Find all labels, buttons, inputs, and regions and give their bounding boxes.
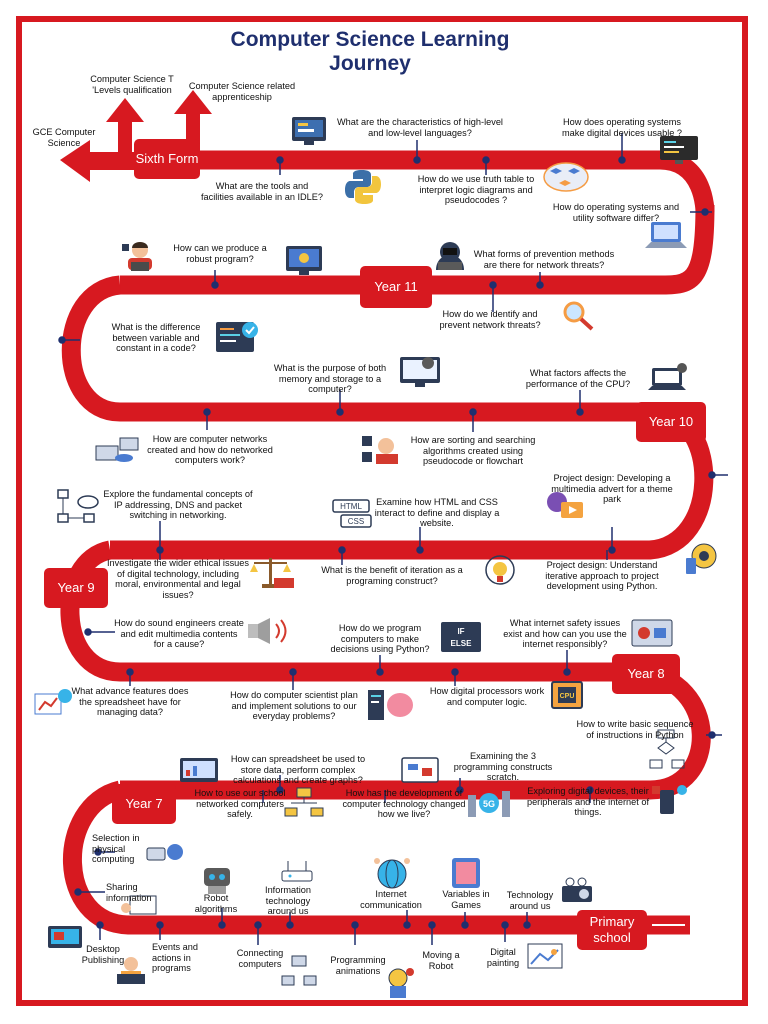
topic-connecting-computers: Connecting computers: [236, 948, 284, 969]
security-monitor-icon: [632, 620, 672, 646]
topic-robot-algorithms: Robot algorithms: [194, 893, 238, 914]
topic-spreadsheet-advanced: What advance features does the spreadsheet have for managing data?: [71, 686, 189, 717]
topic-language-levels: What are the characteristics of high-level and low-level languages?: [337, 117, 503, 138]
brain-code-icon: [368, 690, 413, 720]
topic-programming-animations: Programming animations: [330, 955, 386, 976]
topic-ip-dns: Explore the fundamental concepts of IP addressing, DNS and packet switching in networking.: [103, 489, 253, 520]
if-else-icon: [441, 622, 481, 652]
topic-html-css: Examine how HTML and CSS interact to define and display a website.: [374, 497, 500, 528]
topic-events-actions: Events and actions in programs: [152, 942, 198, 973]
speaker-icon: [248, 618, 286, 644]
html-css-icon: [333, 500, 371, 527]
lightbulb-loop-icon: [486, 556, 514, 584]
topic-desktop-publishing: Desktop Publishing: [81, 944, 125, 965]
topic-sorting-searching: How are sorting and searching algorithms created using pseudocode or flowchart: [410, 435, 536, 466]
topic-sound-engineering: How do sound engineers create and edit multimedia contents for a cause?: [114, 618, 244, 649]
laptop-gear-icon: [648, 363, 687, 390]
topic-moving-robot: Moving a Robot: [422, 950, 460, 971]
magnifier-icon: [565, 303, 592, 329]
topic-sharing-information: Sharing information: [106, 882, 152, 903]
stage-badge-year-8: Year 8: [612, 654, 680, 694]
topic-truth-tables: How do we use truth table to interpret logic diagrams and pseudocodes ?: [417, 174, 535, 205]
network-devices-icon: [96, 438, 138, 462]
robot-icon: [204, 868, 230, 894]
svg-text:ELSE: ELSE: [450, 639, 472, 648]
topic-technology-around: Technology around us: [506, 890, 554, 911]
stage-badge-year-9: Year 9: [44, 568, 108, 608]
svg-text:5G: 5G: [482, 799, 496, 809]
robot-monitor-icon: [402, 758, 438, 782]
topic-iteration: What is the benefit of iteration as a programing construct?: [321, 565, 463, 586]
pathway-apprenticeship-label: Computer Science related apprenticeship: [188, 81, 296, 102]
topic-computer-networks: How are computer networks created and how do networked computers work?: [147, 434, 273, 465]
programmer-icon: [122, 242, 152, 271]
svg-text:IF: IF: [457, 627, 465, 636]
topic-programming-constructs: Examining the 3 programming constructs scratch.: [453, 751, 553, 782]
svg-text:CSS: CSS: [347, 517, 365, 526]
topic-variables-games: Variables in Games: [442, 889, 490, 910]
scales-of-justice-icon: [250, 558, 294, 588]
phone-gear-icon: [686, 544, 716, 574]
topic-iterative-approach: Project design: Understand iterative approach to project development using Python.: [545, 560, 659, 591]
python-logo-icon: [345, 170, 381, 204]
pathway-gce-label: GCE Computer Science: [32, 127, 96, 148]
stage-badge-year-10: Year 10: [636, 402, 706, 442]
topic-plan-solutions: How do computer scientist plan and implement solutions to our everyday problems?: [230, 690, 358, 721]
topic-ide-tools: What are the tools and facilities available in an IDLE?: [200, 181, 324, 202]
arrow-up-tlevels-stem: [118, 120, 132, 165]
topic-technology-development: How has the development of computer technology changed how we live?: [342, 788, 466, 819]
topic-ethical-issues: Investigate the wider ethical issues of digital technology, including moral, environmental and legal issues?: [107, 558, 249, 600]
topic-memory-storage: What is the purpose of both memory and storage to a computer?: [273, 363, 387, 394]
topic-digital-devices: Exploring digital devices, their peripherals and the internet of things.: [526, 786, 650, 817]
svg-text:HTML: HTML: [340, 502, 362, 511]
phone-game-icon: [452, 858, 480, 888]
topic-digital-processors: How digital processors work and computer logic.: [429, 686, 545, 707]
topic-information-technology: Information technology around us: [265, 885, 311, 916]
monitor-chart-icon: [180, 758, 218, 782]
title-line-1: Computer Science Learning: [230, 28, 510, 51]
topic-prevention-methods: What forms of prevention methods are there for network threats?: [473, 249, 615, 270]
stage-badge-sixth-form: Sixth Form: [134, 139, 200, 179]
topic-python-sequence: How to write basic sequence of instructions in Python: [576, 719, 694, 740]
page-title: [120, 28, 620, 76]
topic-networked-safety: How to use our school networked computers safely.: [194, 788, 286, 819]
logic-diagram-icon: [544, 163, 588, 191]
algorithm-person-icon: [362, 436, 398, 464]
topic-robust-program: How can we produce a robust program?: [173, 243, 267, 264]
topic-variable-constant: What is the difference between variable and constant in a code?: [111, 322, 201, 353]
network-diagram-icon: [58, 490, 98, 522]
svg-text:CPU: CPU: [559, 693, 575, 700]
pathway-tlevels-label: Computer Science T 'Levels qualification: [90, 74, 174, 95]
wifi-router-icon: [282, 861, 312, 881]
stage-badge-year-7: Year 7: [112, 784, 176, 824]
topic-internet-safety: What internet safety issues exist and how can you use the internet responsibly?: [503, 618, 627, 649]
monitor-gear-icon: [286, 246, 322, 275]
monitor-settings-icon: [400, 357, 440, 387]
topic-multimedia-advert: Project design: Developing a multimedia advert for a theme park: [551, 473, 673, 504]
projector-icon: [562, 878, 592, 902]
arrow-up-tlevels-head: [106, 98, 144, 122]
title-line-2: Journey: [329, 52, 411, 75]
globe-people-icon: [374, 858, 410, 888]
topic-cpu-performance: What factors affects the performance of the CPU?: [525, 368, 631, 389]
painting-easel-icon: [528, 944, 562, 968]
stage-badge-primary: Primary school: [577, 910, 647, 950]
computer-code-icon: [292, 117, 326, 145]
topic-os-utility: How do operating systems and utility software differ?: [552, 202, 680, 223]
hacker-icon: [436, 242, 464, 270]
stage-badge-year-11: Year 11: [360, 266, 432, 308]
topic-physical-computing: Selection in physical computing: [92, 833, 140, 864]
terminal-code-icon: [660, 136, 698, 164]
topic-identify-threats: How do we identify and prevent network threats?: [439, 309, 541, 330]
code-window-check-icon: [216, 322, 258, 352]
topic-python-decisions: How do we program computers to make decisions using Python?: [330, 623, 430, 654]
topic-digital-painting: Digital painting: [486, 947, 520, 968]
topic-internet-communication: Internet communication: [360, 889, 422, 910]
topic-os-usable: How does operating systems make digital devices usable ?: [561, 117, 683, 138]
cpu-chip-icon: [552, 682, 582, 708]
laptop-icon: [645, 222, 687, 248]
topic-spreadsheet-uses: How can spreadsheet be used to store data, perform complex calculations and create graphs?: [230, 754, 366, 785]
